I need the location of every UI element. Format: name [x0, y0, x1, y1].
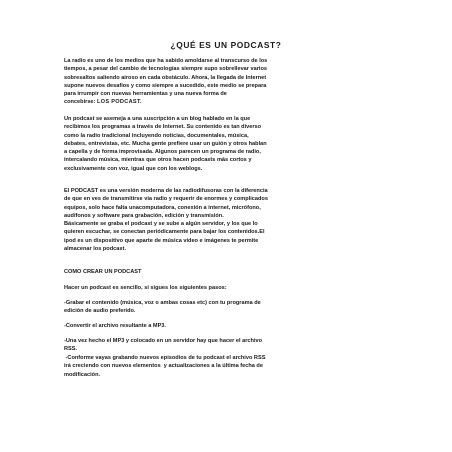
paragraph-steps-intro: [64, 284, 394, 292]
text-line: a capella y de forma improvisada. Algunos parecen un programa de radio,: [64, 149, 261, 156]
text-line: como la radio tradicional incluyendo noticias, documentales, música,: [64, 132, 249, 139]
text-line: audífonos y software para grabación, edición y transmisión.: [64, 212, 224, 219]
text-line: equipos, solo hace falta unacomputadora, conexión a internet, micrófono,: [64, 204, 261, 211]
text-line: intercalando música, mientras que otros hacen podcasts más cortos y: [64, 157, 252, 164]
step-convert: [64, 322, 394, 330]
text-line: para irrumpir con nuevas herramientas y una nueva forma de: [64, 91, 227, 98]
text-line-prefix: concebirse:: [64, 99, 97, 106]
paragraph-intro: [64, 57, 394, 107]
text-line: -Conforme vayas grabando nuevos episodios de tu podcast el archivo RSS: [64, 355, 266, 361]
text-line: El PODCAST es una versión moderna de las radiodifusoras con la diferencia: [64, 188, 268, 194]
text-line: almacenar los podcast.: [64, 246, 126, 253]
text-line: de que en ves de transmitirse via radio y requerir de enormes y complicados: [64, 196, 268, 203]
document-title: ¿QUÉ ES UN PODCAST?: [170, 40, 282, 50]
text-line: sobresaltos saliendo airoso en cada obstáculo. Ahora, la llegada de Internet: [64, 74, 267, 81]
text-line: debates, entrevistas, etc. Mucha gente prefiere usar un guión y otros hablan: [64, 140, 267, 147]
text-line: irá creciendo con nuevos elementos y actualizaciones a la última fecha de: [64, 363, 263, 370]
text-line: Básicamente se graba el podcast y se sube a algún servidor, y los que lo: [64, 221, 258, 228]
text-line: modificación.: [64, 371, 101, 378]
text-line: supone nuevos desafíos y como siempre a sucedido, este medio se prepara: [64, 82, 267, 89]
text-line: RSS.: [64, 346, 78, 353]
step-update: [64, 354, 394, 379]
text-line: quieren escuchar, se conectan periódicamente para bajar los contenidos.El: [64, 229, 265, 236]
text-line: La radio es uno de los medios que ha sabido amoldarse al transcurso de los: [64, 58, 268, 64]
paragraph-definition: [64, 115, 394, 173]
text-line: -Convertir el archivo resultante a MP3.: [64, 323, 166, 329]
text-line: recibimos los programas a través de Internet. Su contenido es tan diverso: [64, 124, 262, 131]
step-rss: [64, 337, 394, 354]
step-record: [64, 299, 394, 316]
text-line: Un podcast se asemeja a una suscripción a un blog hablado en la que: [64, 116, 251, 122]
section-heading: [64, 268, 394, 276]
text-line: Hacer un podcast es sencillo, si sigues los siguientes pasos:: [64, 285, 227, 291]
text-line: -Grabar el contenido (música, voz o ambas cosas etc) con tu programa de: [64, 300, 261, 306]
highlight-los-podcast: LOS PODCAST.: [96, 99, 142, 106]
text-line: tiempos, a pesar del cambio de tecnologías siempre supo sobrellevar varios: [64, 66, 268, 73]
text-line: -Una vez hecho el MP3 y colocado en un servidor hay que hacer el archivo: [64, 338, 263, 344]
text-line: ipod es un dispositivo que aparte de música video e imágenes te permite: [64, 237, 259, 244]
text-line: [64, 98, 394, 106]
paragraph-modern-radio: [64, 187, 394, 253]
text-line: exclusivamente con voz, igual que con los weblogs.: [64, 165, 203, 172]
heading-como-crear: COMO CREAR UN PODCAST: [64, 269, 142, 275]
text-line: edición de audio preferido.: [64, 308, 136, 315]
